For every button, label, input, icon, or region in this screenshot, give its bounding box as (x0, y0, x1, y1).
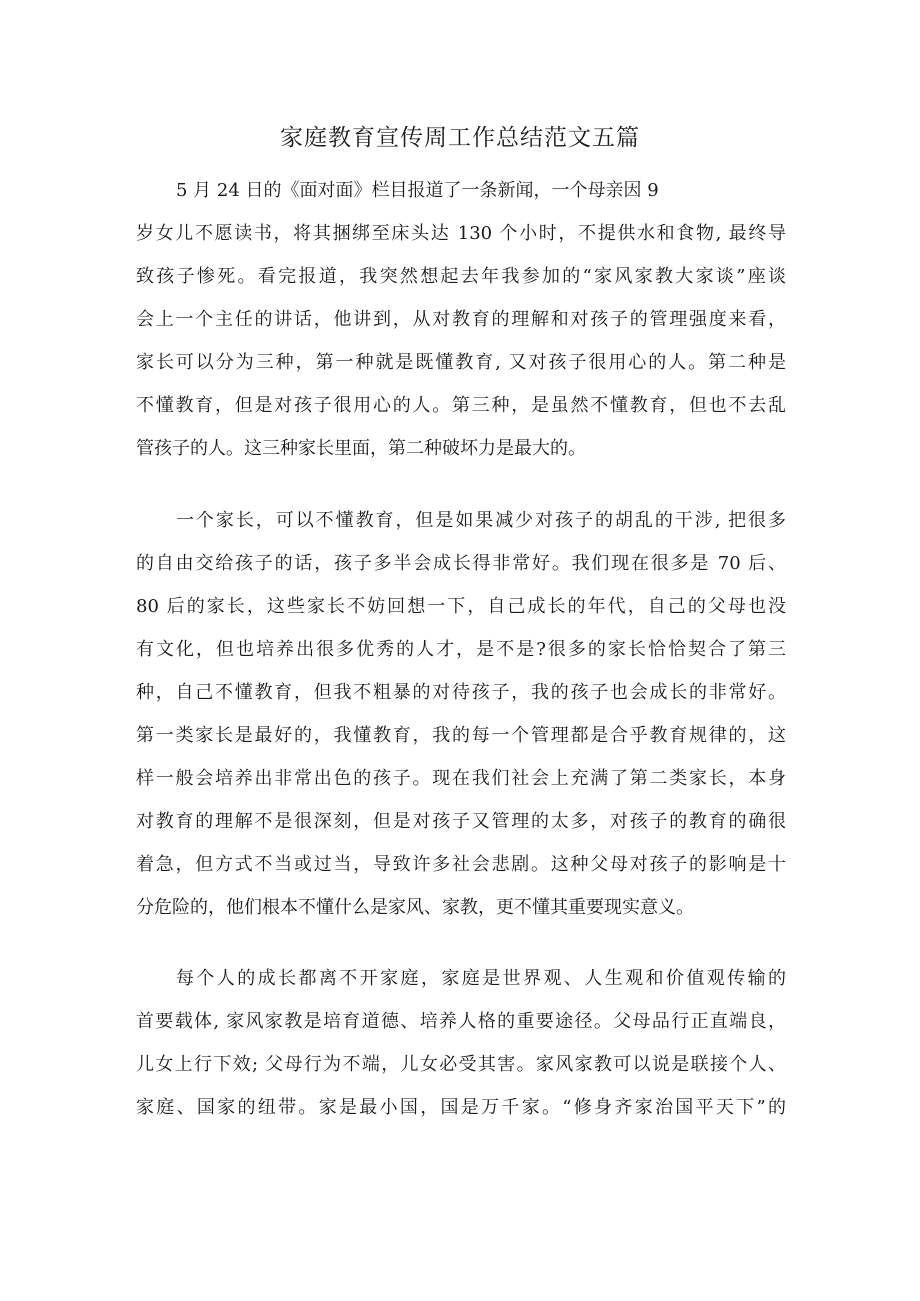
paragraph-3-line-4: 家庭、国家的纽带。家是最小国，国是万千家。“修身齐家治国平天下”的 (136, 1097, 786, 1118)
paragraph-2-line-3: 80 后的家长，这些家长不妨回想一下，自己成长的年代，自己的父母也没 (136, 596, 786, 617)
paragraph-1-line-7: 管孩子的人。这三种家长里面，第二种破坏力是最大的。 (136, 438, 586, 459)
paragraph-1-line-6: 不懂教育，但是对孩子很用心的人。第三种，是虽然不懂教育，但也不去乱 (136, 395, 786, 416)
paragraph-1-line-5: 家长可以分为三种，第一种就是既懂教育, 又对孩子很用心的人。第二种是 (136, 352, 786, 373)
paragraph-2-line-6: 第一类家长是最好的，我懂教育，我的每一个管理都是合乎教育规律的，这 (136, 725, 786, 746)
paragraph-3-line-1: 每个人的成长都离不开家庭，家庭是世界观、人生观和价值观传输的 (176, 968, 786, 989)
paragraph-1-line-4: 会上一个主任的讲话，他讲到，从对教育的理解和对孩子的管理强度来看， (136, 309, 786, 330)
paragraph-2-line-8: 对教育的理解不是很深刻，但是对孩子又管理的太多，对孩子的教育的确很 (136, 811, 786, 832)
paragraph-2-line-9: 着急，但方式不当或过当，导致许多社会悲剧。这种父母对孩子的影响是十 (136, 854, 786, 875)
paragraph-3-line-3: 儿女上行下效; 父母行为不端，儿女必受其害。家风家教可以说是联接个人、 (136, 1054, 786, 1075)
paragraph-1-line-3: 致孩子惨死。看完报道，我突然想起去年我参加的“家风家教大家谈”座谈 (136, 266, 786, 287)
paragraph-1-line-2: 岁女儿不愿读书，将其捆绑至床头达 130 个小时，不提供水和食物, 最终导 (136, 223, 786, 244)
document-title: 家庭教育宣传周工作总结范文五篇 (280, 125, 640, 151)
paragraph-1-line-1: 5 月 24 日的《面对面》栏目报道了一条新闻，一个母亲因 9 (176, 180, 659, 201)
paragraph-3-line-2: 首要载体, 家风家教是培育道德、培养人格的重要途径。父母品行正直端良， (136, 1011, 786, 1032)
paragraph-2-line-2: 的自由交给孩子的话，孩子多半会成长得非常好。我们现在很多是 70 后、 (136, 553, 786, 574)
paragraph-2-line-7: 样一般会培养出非常出色的孩子。现在我们社会上充满了第二类家长，本身 (136, 768, 786, 789)
paragraph-2-line-4: 有文化，但也培养出很多优秀的人才，是不是?很多的家长恰恰契合了第三 (136, 639, 786, 660)
paragraph-2-line-1: 一个家长，可以不懂教育，但是如果减少对孩子的胡乱的干涉, 把很多 (176, 510, 786, 531)
paragraph-2-line-10: 分危险的，他们根本不懂什么是家风、家教，更不懂其重要现实意义。 (136, 897, 694, 918)
paragraph-2-line-5: 种，自己不懂教育，但我不粗暴的对待孩子，我的孩子也会成长的非常好。 (136, 682, 786, 703)
